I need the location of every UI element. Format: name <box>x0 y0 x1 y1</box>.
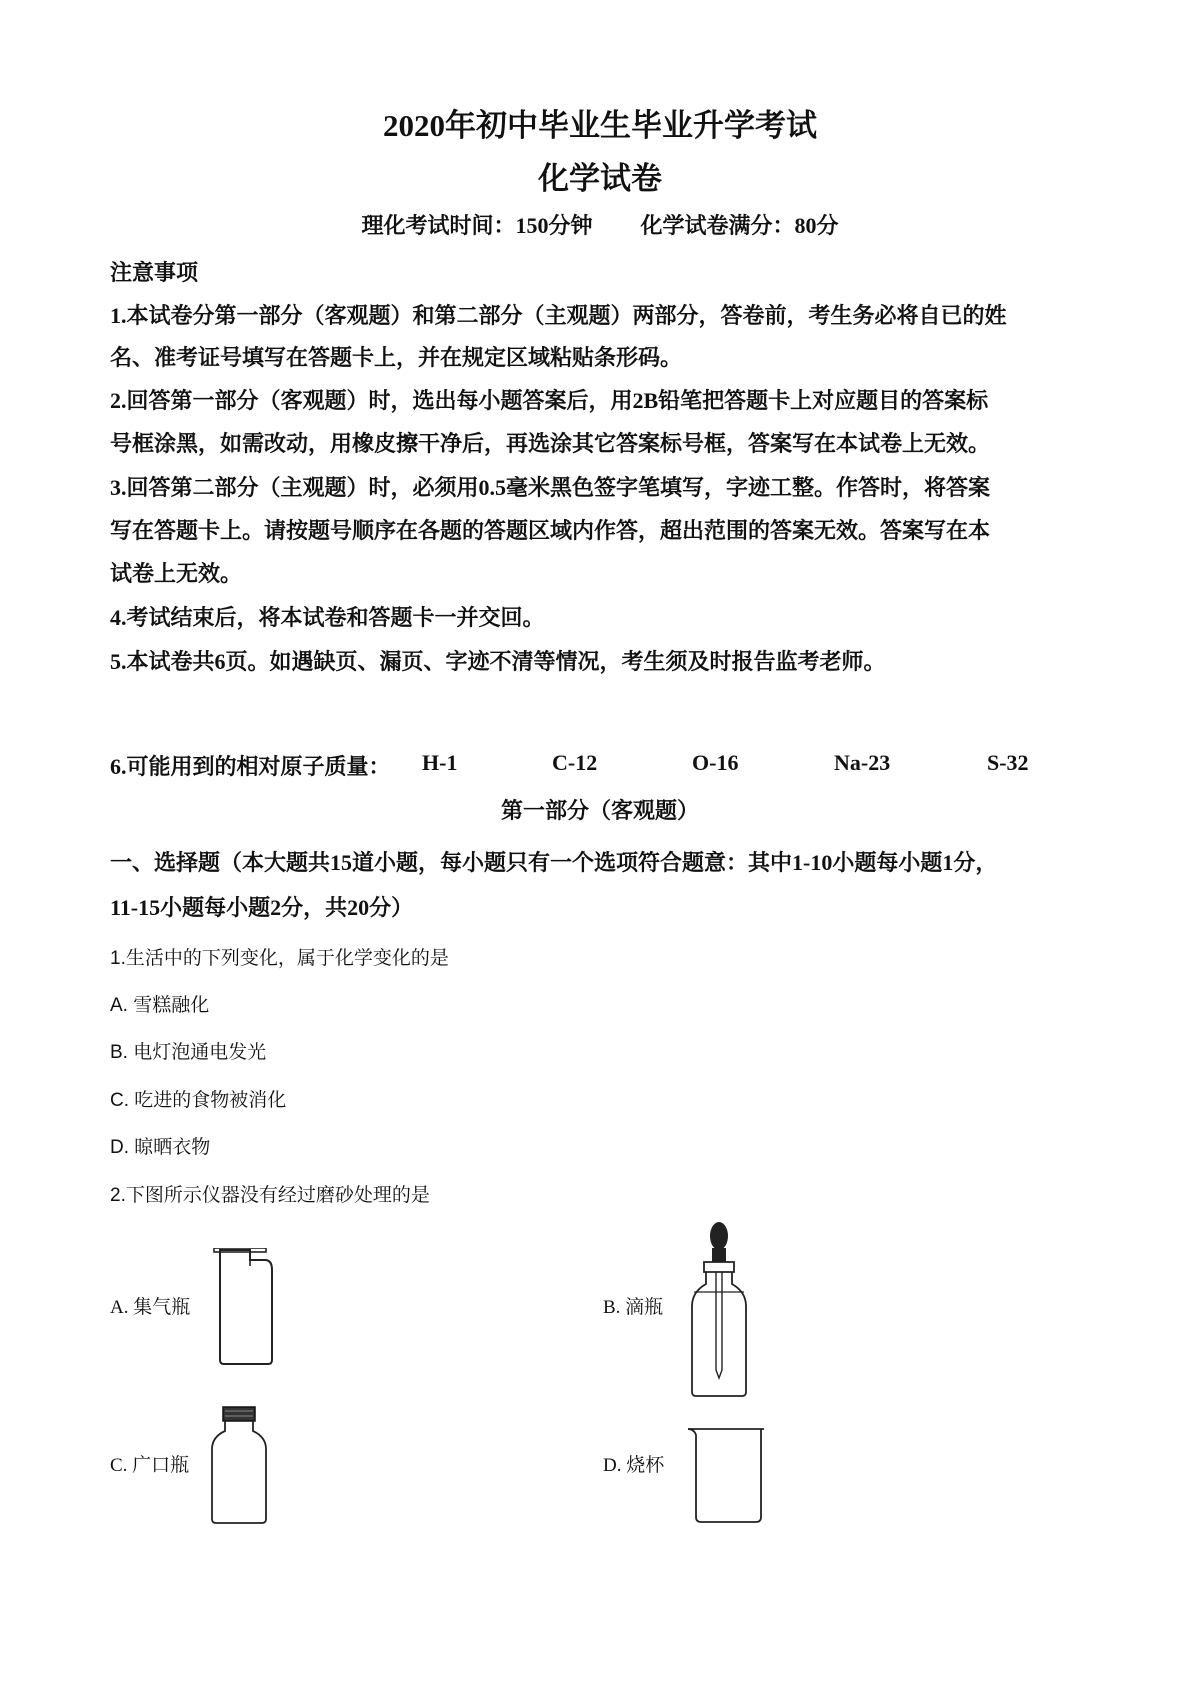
question-2-option-a: A. 集气瓶 <box>110 1297 191 1318</box>
note-line: 3.回答第二部分（主观题）时，必须用0.5毫米黑色签字笔填写，字迹工整。作答时，将答案 <box>110 475 991 500</box>
exam-time: 理化考试时间：150分钟 <box>361 213 593 238</box>
note-line: 1.本试卷分第一部分（客观题）和第二部分（主观题）两部分，答卷前，考生务必将自已的姓 <box>110 303 1007 328</box>
note-line: 名、准考证号填写在答题卡上，并在规定区域粘贴条形码。 <box>110 345 683 370</box>
question-2-option-c: C. 广口瓶 <box>110 1455 190 1476</box>
full-score: 化学试卷满分：80分 <box>640 213 839 238</box>
exam-info <box>0 209 1200 240</box>
question-2-stem: 2.下图所示仪器没有经过磨砂处理的是 <box>110 1185 430 1206</box>
section-heading: 11-15小题每小题2分，共20分） <box>110 895 414 920</box>
note-line: 试卷上无效。 <box>110 561 243 586</box>
note-line: 2.回答第一部分（客观题）时，选出每小题答案后，用2B铅笔把答题卡上对应题目的答案标 <box>110 388 989 413</box>
dropper-bottle-icon <box>688 1220 750 1400</box>
note-line: 4.考试结束后，将本试卷和答题卡一并交回。 <box>110 605 545 630</box>
note-line: 写在答题卡上。请按题号顺序在各题的答题区域内作答，超出范围的答案无效。答案写在本 <box>110 518 991 543</box>
atomic-mass-na: Na-23 <box>834 750 891 775</box>
wide-mouth-bottle-icon <box>208 1405 270 1525</box>
question-1-option-c: C. 吃进的食物被消化 <box>110 1090 287 1111</box>
question-2-option-d: D. 烧杯 <box>603 1455 665 1476</box>
note-line: 号框涂黑，如需改动，用橡皮擦干净后，再选涂其它答案标号框，答案写在本试卷上无效。 <box>110 431 991 456</box>
part1-heading: 第一部分（客观题） <box>500 798 699 823</box>
atomic-mass-o: O-16 <box>692 750 739 775</box>
atomic-mass-s: S-32 <box>987 750 1029 775</box>
exam-subtitle: 化学试卷 <box>538 161 662 196</box>
question-1-option-d: D. 晾晒衣物 <box>110 1137 211 1158</box>
section-heading: 一、选择题（本大题共15道小题，每小题只有一个选项符合题意：其中1-10小题每小题1分， <box>110 850 998 875</box>
beaker-icon <box>686 1425 766 1525</box>
atomic-mass-c: C-12 <box>552 750 598 775</box>
notes-heading: 注意事项 <box>110 260 199 285</box>
gas-collecting-bottle-icon <box>210 1248 280 1366</box>
question-2-option-b: B. 滴瓶 <box>603 1297 664 1318</box>
mass-label: 6.可能用到的相对原子质量： <box>110 754 391 779</box>
question-1-stem: 1.生活中的下列变化，属于化学变化的是 <box>110 948 449 969</box>
atomic-mass-h: H-1 <box>422 750 458 775</box>
note-line: 5.本试卷共6页。如遇缺页、漏页、字迹不清等情况，考生须及时报告监考老师。 <box>110 649 886 674</box>
question-1-option-a: A. 雪糕融化 <box>110 995 210 1016</box>
question-1-option-b: B. 电灯泡通电发光 <box>110 1042 267 1063</box>
exam-title: 2020年初中毕业生毕业升学考试 <box>383 108 817 143</box>
